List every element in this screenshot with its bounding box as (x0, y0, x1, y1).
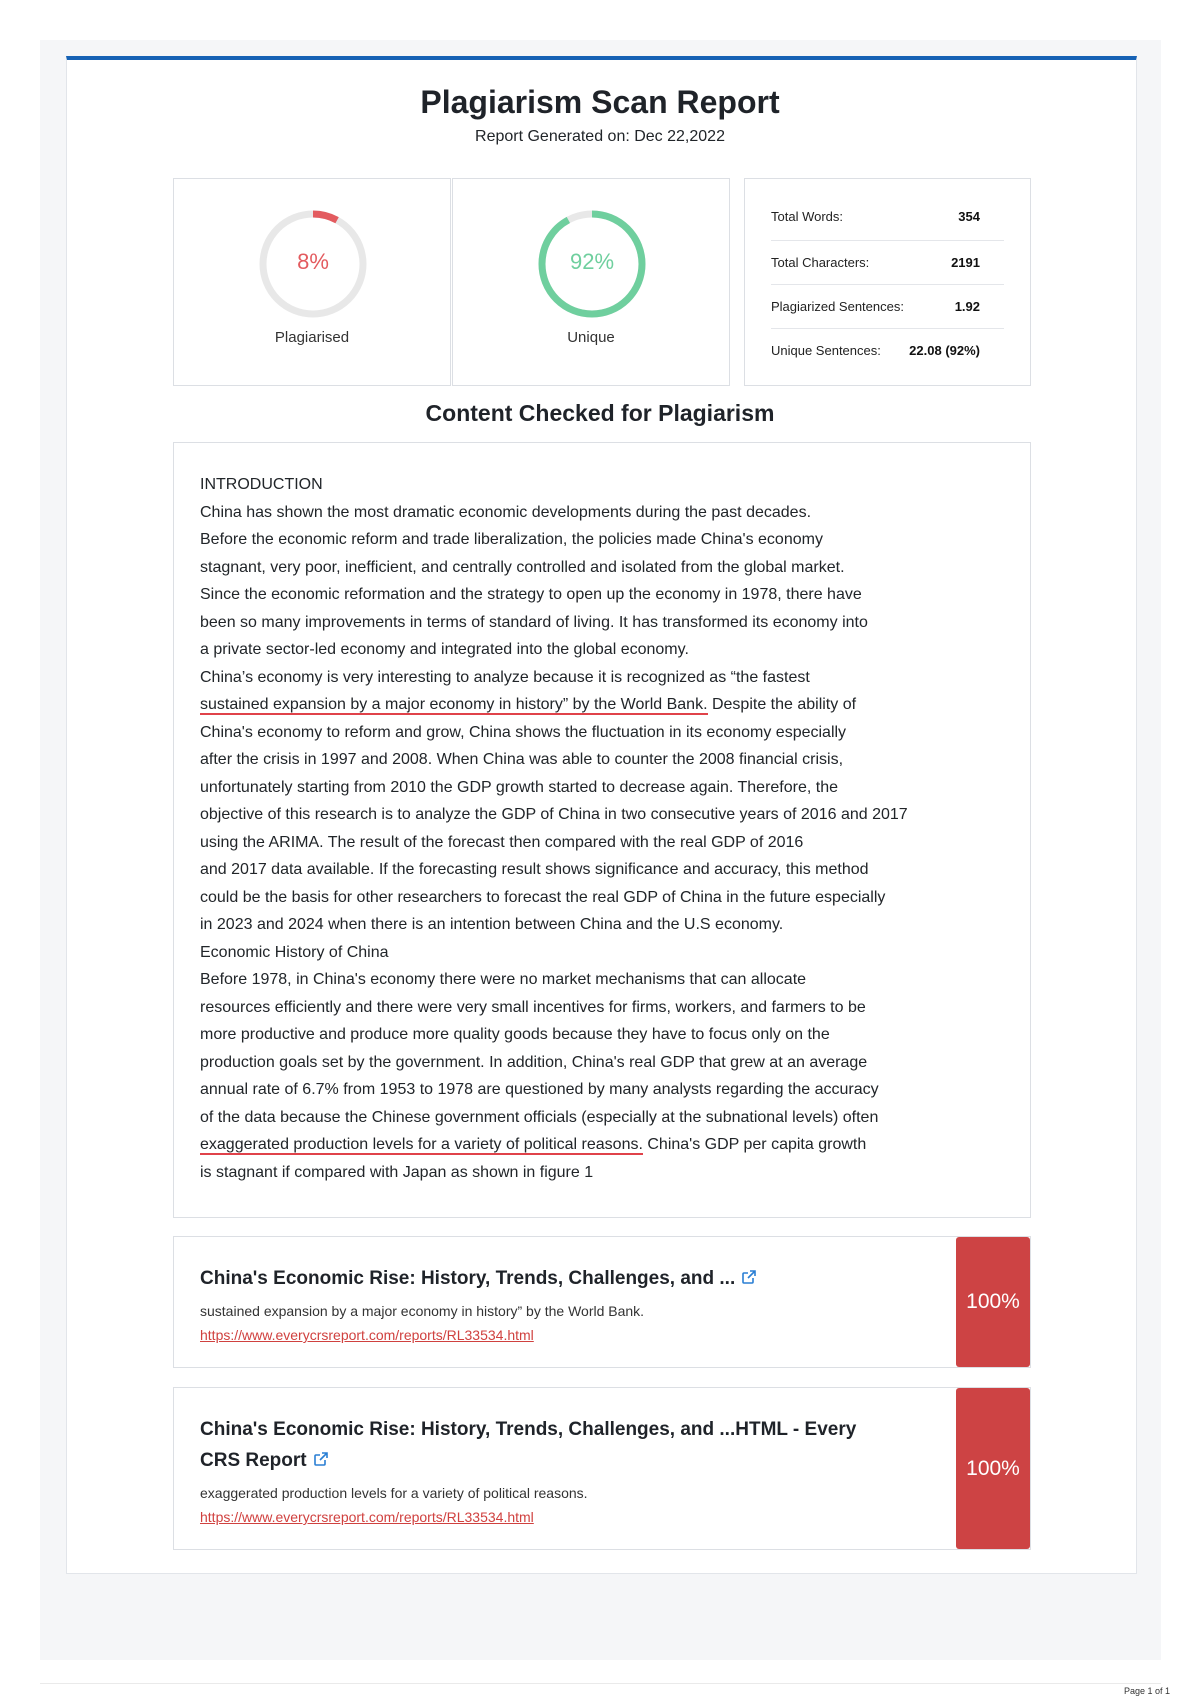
unique-gauge-card (452, 178, 730, 386)
plagiarised-gauge-card (173, 178, 451, 386)
stat-row (771, 285, 1004, 329)
content-text (200, 471, 1004, 1186)
stat-label: Plagiarized Sentences: (771, 299, 904, 314)
source-snippet: sustained expansion by a major economy in history” by the World Bank. (200, 1303, 645, 1319)
stat-value: 2191 (951, 255, 980, 270)
stat-label: Unique Sentences: (771, 343, 881, 358)
stats-panel (744, 178, 1031, 386)
plagiarised-label: Plagiarised (274, 329, 350, 346)
plagiarised-highlight[interactable]: exaggerated production levels for a variety of political reasons. (200, 1136, 643, 1153)
content-paragraph: INTRODUCTION China has shown the most dramatic economic developments during the past decades. Before the economic reform and trade liberalization, the policies made China's economy stagnant, very poor, inefficient, and centrally controlled and isolated from the global market. Since the economic reformation and the strategy to open up the economy in 1978, there have been so many improvements in terms of standard of living. It has transformed its economy into a private sector-led economy and integrated into the global economy. China’s economy is very interesting to analyze because it is recognized as “the fastest (200, 476, 868, 686)
match-percent-badge: 100% (956, 1237, 1030, 1367)
page-number: Page 1 of 1 (1123, 1686, 1170, 1696)
stat-label: Total Characters: (771, 255, 870, 270)
source-url-link[interactable]: https://www.everycrsreport.com/reports/RL33534.html (200, 1327, 534, 1343)
source-snippet: exaggerated production levels for a variety of political reasons. (200, 1485, 588, 1501)
match-percent-badge: 100% (956, 1388, 1030, 1549)
checked-content (173, 442, 1031, 1218)
source-title-text[interactable]: China's Economic Rise: History, Trends, Challenges, and ... (200, 1268, 736, 1289)
report-title: Plagiarism Scan Report (420, 84, 780, 120)
stat-value: 1.92 (954, 299, 980, 314)
report-date: Report Generated on: Dec 22,2022 (475, 128, 725, 145)
stat-value: 22.08 (92%) (909, 343, 980, 358)
stat-row (771, 179, 1004, 241)
source-title[interactable] (200, 1263, 890, 1294)
plagiarised-highlight[interactable]: sustained expansion by a major economy in history” by the World Bank. (200, 696, 708, 713)
stat-row (771, 241, 1004, 285)
source-match-card (173, 1236, 1031, 1368)
plagiarised-percent: 8% (297, 249, 329, 274)
source-title-text[interactable]: China's Economic Rise: History, Trends, Challenges, and ...HTML - Every CRS Report (200, 1419, 857, 1471)
unique-percent: 92% (569, 249, 615, 274)
stat-value: 354 (958, 209, 980, 224)
unique-label: Unique (567, 329, 615, 346)
external-link-icon[interactable] (313, 1451, 329, 1467)
source-url-link[interactable]: https://www.everycrsreport.com/reports/RL33534.html (200, 1509, 534, 1525)
footer-divider (40, 1683, 1161, 1684)
content-section-title: Content Checked for Plagiarism (425, 400, 775, 426)
source-match-card (173, 1387, 1031, 1550)
stat-row (771, 329, 1004, 372)
external-link-icon[interactable] (741, 1269, 757, 1285)
stat-label: Total Words: (771, 209, 844, 224)
content-paragraph: Despite the ability of China's economy to reform and grow, China shows the fluctuation in its economy especially after the crisis in 1997 and 2008. When China was able to counter the 2008 financial crisis, unfortunately starting from 2010 the GDP growth started to decrease again. Therefore, the objective of this research is to analyze the GDP of China in two consecutive years of 2016 and 2017 using the ARIMA. The result of the forecast then compared with the real GDP of 2016 and 2017 data available. If the forecasting result shows significance and accuracy, this method could be the basis for other researchers to forecast the real GDP of China in the future especially in 2023 and 2024 when there is an intention between China and the U.S economy. Economic History of China Before 1978, in China's economy there were no market mechanisms that can allocate resources efficiently and there were very small incentives for firms, workers, and farmers to be more productive and produce more quality goods because they have to focus only on the production goals set by the government. In addition, China's real GDP that grew at an average annual rate of 6.7% from 1953 to 1978 are questioned by many analysts regarding the accuracy of the data because the Chinese government officials (especially at the subnational levels) often (200, 696, 908, 1126)
content-paragraph: China's GDP per capita growth is stagnant if compared with Japan as shown in figure 1 (200, 1136, 867, 1181)
source-title[interactable] (200, 1414, 890, 1476)
